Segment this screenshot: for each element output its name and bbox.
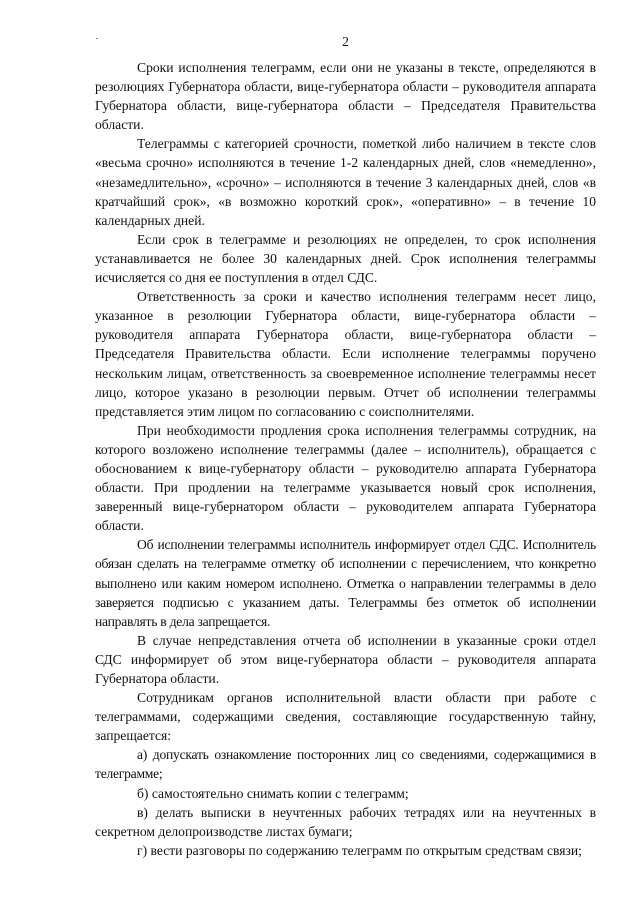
paragraph-missing-report: В случае непредставления отчета об исполнении в указанные сроки отдел СДС информирует об этом вице-губернатора области – руководителя аппарата Губернатора области. [95, 632, 596, 686]
list-item-d: г) вести разговоры по содержанию телеграмм по открытым средствам связи; [137, 842, 582, 858]
scan-dot [96, 38, 98, 39]
paragraph-responsibility: Ответственность за сроки и качество исполнения телеграмм несет лицо, указанное в резолюции Губернатора области, вице-губернатора области – руководителя аппарата Губернатора области, вице-губернатора области – Председателя Правительства области. Если исполнение телеграммы поручено нескольким лицам, ответственность за своевременное исполнение телеграммы несет лицо, которое указано в резолюции первым. Отчет об исполнении телеграммы представляется этим лицом по согласованию с соисполнителями. [95, 289, 596, 419]
paragraph-urgency: Телеграммы с категорией срочности, пометкой либо наличием в тексте слов «весьма срочно» исполняются в течение 1-2 календарных дней, слов «немедленно», «незамедлительно», «срочно» – исполняются в течение 3 календарных дней, слов «в кратчайший срок», «в возможно короткий срок», «оперативно» – в течение 10 календарных дней. [95, 136, 596, 228]
paragraph-deadlines: Сроки исполнения телеграмм, если они не указаны в тексте, определяются в резолюциях Губернатора области, вице-губернатора области – руководителя аппарата Губернатора области, вице-губернатора области – Председателя Правительства области. [95, 60, 596, 133]
page-number: 2 [342, 34, 349, 49]
list-item-c: в) делать выписки в неучтенных рабочих тетрадях или на неучтенных в секретном делопроизводстве листах бумаги; [95, 804, 596, 839]
list-item-a: а) допускать ознакомление посторонних лиц со сведениями, содержащимися в телеграмме; [95, 747, 596, 782]
paragraph-extension: При необходимости продления срока исполнения телеграммы сотрудник, на которого возложено исполнение телеграммы (далее – исполнитель), обращается с обоснованием к вице-губернатору области – руководителю аппарата Губернатора области. При продлении на телеграмме указывается новый срок исполнения, заверенный вице-губернатором области – руководителем аппарата Губернатора области. [95, 422, 596, 534]
paragraph-default-term: Если срок в телеграмме и резолюциях не определен, то срок исполнения устанавливается не более 30 календарных дней. Срок исполнения телеграммы исчисляется со дня ее поступления в отдел СДС. [95, 231, 596, 286]
list-item-b: б) самостоятельно снимать копии с телеграмм; [137, 785, 409, 801]
paragraph-prohibitions-intro: Сотрудникам органов исполнительной власти области при работе с телеграммами, содержащими сведения, составляющие государственную тайну, запрещается: [95, 690, 596, 744]
paragraph-execution-report: Об исполнении телеграммы исполнитель информирует отдел СДС. Исполнитель обязан сделать на телеграмме отметку об исполнении с перечислением, что конкретно выполнено или каким номером исполнено. Отметка о направлении телеграммы в дело заверяется подписью с указанием даты. Телеграммы без отметок об исполнении направлять в дела запрещается. [95, 537, 596, 629]
